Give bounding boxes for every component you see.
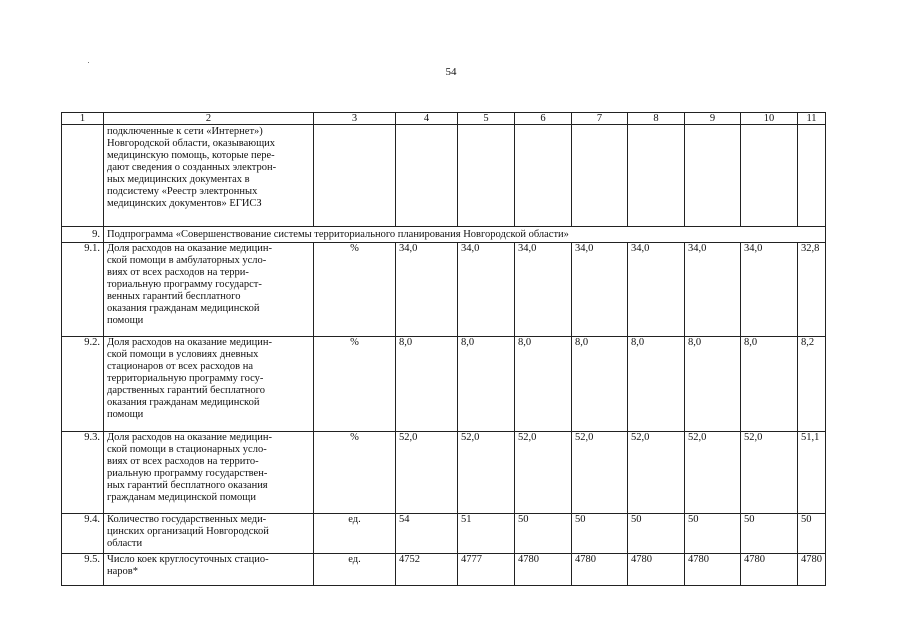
value-cell: 34,0	[628, 243, 685, 337]
col-header-5: 5	[458, 113, 515, 125]
value-cell: 50	[741, 514, 798, 554]
subprogram-title: Подпрограмма «Совершенствование системы территориального планирования Новгородской области»	[104, 227, 826, 243]
value-cell: 4780	[741, 554, 798, 586]
value-cell	[685, 125, 741, 227]
row-unit: ед.	[314, 514, 396, 554]
row-name	[104, 514, 314, 554]
row-name-text: Доля расходов на оказание медицин- ской помощи в условиях дневных стационаров от всех расходов на территориальную программу госу- дарственных гарантий бесплатного оказания гражданам медицинской помощи	[107, 337, 272, 420]
row-name	[104, 554, 314, 586]
col-header-2: 2	[104, 113, 314, 125]
subprogram-row	[62, 227, 826, 243]
value-cell: 54	[396, 514, 458, 554]
col-header-6: 6	[515, 113, 572, 125]
value-cell: 8,0	[741, 337, 798, 432]
value-cell: 4780	[628, 554, 685, 586]
row-number: 9.1.	[62, 243, 104, 337]
row-number: 9.3.	[62, 432, 104, 514]
value-cell: 50	[798, 514, 826, 554]
page-number: 54	[445, 66, 457, 78]
value-cell: 50	[628, 514, 685, 554]
value-cell: 50	[572, 514, 628, 554]
row-name-text: Число коек круглосуточных стацио- наров*	[107, 554, 269, 577]
col-header-9: 9	[685, 113, 741, 125]
value-cell: 8,0	[458, 337, 515, 432]
value-cell: 52,0	[396, 432, 458, 514]
row-number: 9.2.	[62, 337, 104, 432]
value-cell: 52,0	[572, 432, 628, 514]
col-header-3: 3	[314, 113, 396, 125]
row-name-text: Количество государственных меди- цинских организаций Новгородской области	[107, 514, 269, 549]
row-unit: %	[314, 432, 396, 514]
value-cell: 8,2	[798, 337, 826, 432]
row-name	[104, 432, 314, 514]
value-cell: 52,0	[685, 432, 741, 514]
row-number: 9.4.	[62, 514, 104, 554]
value-cell: 8,0	[628, 337, 685, 432]
value-cell: 32,8	[798, 243, 826, 337]
value-cell: 4752	[396, 554, 458, 586]
value-cell	[741, 125, 798, 227]
continuation-row	[62, 125, 826, 227]
table-row	[62, 554, 826, 586]
value-cell: 50	[685, 514, 741, 554]
value-cell: 34,0	[741, 243, 798, 337]
row-name	[104, 337, 314, 432]
value-cell: 8,0	[396, 337, 458, 432]
value-cell: 34,0	[515, 243, 572, 337]
value-cell: 34,0	[572, 243, 628, 337]
value-cell: 8,0	[515, 337, 572, 432]
col-header-11: 11	[798, 113, 826, 125]
subprogram-number: 9.	[62, 227, 104, 243]
col-header-1: 1	[62, 113, 104, 125]
value-cell: 34,0	[396, 243, 458, 337]
value-cell: 4780	[515, 554, 572, 586]
value-cell	[458, 125, 515, 227]
table-row	[62, 514, 826, 554]
row-name-text: Доля расходов на оказание медицин- ской помощи в стационарных усло- виях от всех расходов на террито- риальную программу государствен- ных гарантий бесплатного оказания гражданам медицинской помощи	[107, 432, 272, 503]
value-cell: 34,0	[458, 243, 515, 337]
row-unit: %	[314, 243, 396, 337]
value-cell: 51,1	[798, 432, 826, 514]
value-cell: 4780	[685, 554, 741, 586]
row-name	[104, 243, 314, 337]
col-header-4: 4	[396, 113, 458, 125]
row-name	[104, 125, 314, 227]
value-cell: 52,0	[458, 432, 515, 514]
value-cell: 51	[458, 514, 515, 554]
value-cell: 8,0	[685, 337, 741, 432]
col-header-7: 7	[572, 113, 628, 125]
value-cell: 8,0	[572, 337, 628, 432]
value-cell: 52,0	[515, 432, 572, 514]
value-cell	[798, 125, 826, 227]
value-cell: 34,0	[685, 243, 741, 337]
value-cell: 4780	[572, 554, 628, 586]
table-row	[62, 337, 826, 432]
row-unit: %	[314, 337, 396, 432]
indicators-table	[61, 112, 826, 586]
header-row	[62, 113, 826, 125]
value-cell: 4777	[458, 554, 515, 586]
value-cell: 52,0	[628, 432, 685, 514]
value-cell: 52,0	[741, 432, 798, 514]
table-row	[62, 243, 826, 337]
row-number	[62, 125, 104, 227]
table-row	[62, 432, 826, 514]
value-cell: 50	[515, 514, 572, 554]
continuation-text: подключенные к сети «Интернет») Новгородской области, оказывающих медицинскую помощь, которые пере- дают сведения о созданных электрон- ных медицинских документах в подсистему «Реестр электронных медицинских документов» ЕГИСЗ	[107, 126, 277, 209]
value-cell	[628, 125, 685, 227]
row-unit	[314, 125, 396, 227]
col-header-8: 8	[628, 113, 685, 125]
row-name-text: Доля расходов на оказание медицин- ской помощи в амбулаторных усло- виях от всех расходов на терри- ториальную программу государст- венных гарантий бесплатного оказания гражданам медицинской помощи	[107, 243, 272, 326]
value-cell	[515, 125, 572, 227]
value-cell: 4780	[798, 554, 826, 586]
scan-speck	[88, 62, 89, 63]
value-cell	[396, 125, 458, 227]
col-header-10: 10	[741, 113, 798, 125]
row-number: 9.5.	[62, 554, 104, 586]
value-cell	[572, 125, 628, 227]
row-unit: ед.	[314, 554, 396, 586]
